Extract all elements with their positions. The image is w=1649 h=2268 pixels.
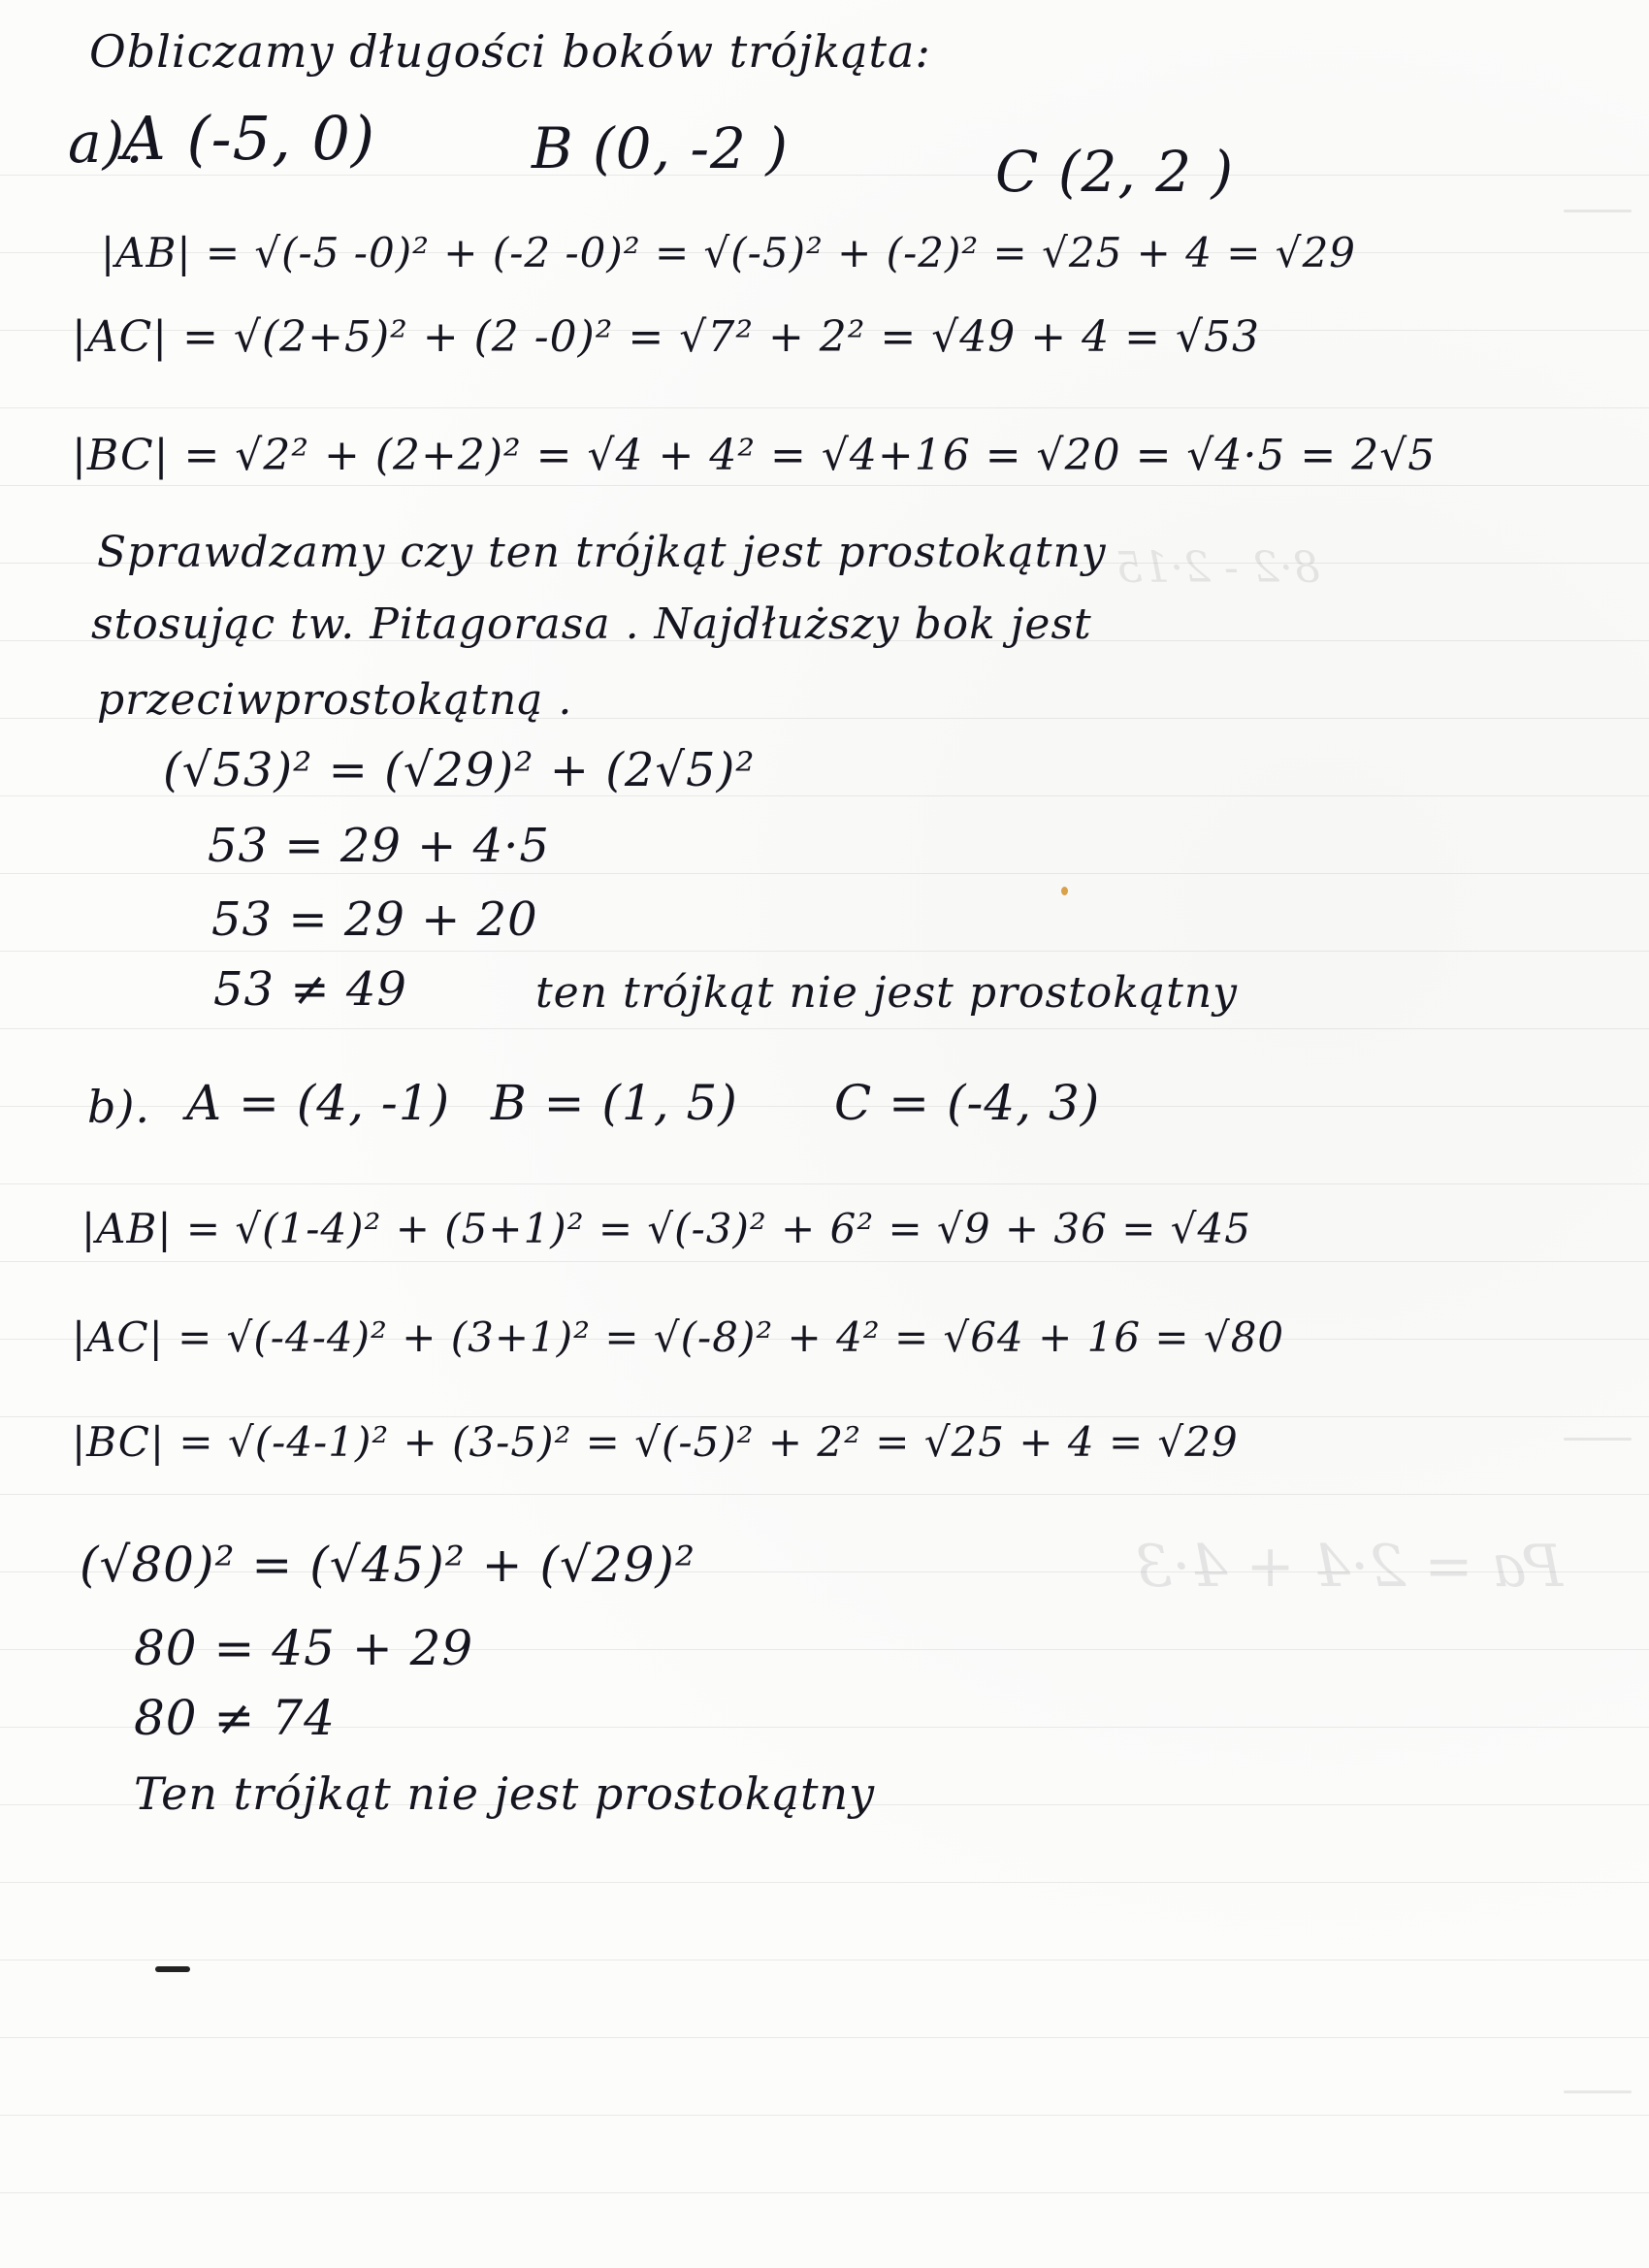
binding-mark <box>1564 210 1632 212</box>
ruled-line <box>0 2192 1649 2193</box>
pen-mark <box>155 1966 190 1972</box>
explanation-line-3: przeciwprostokątną . <box>97 675 573 725</box>
ruled-line <box>0 485 1649 486</box>
binding-mark <box>1564 2090 1632 2093</box>
pythagoras-check-a-1: (√53)² = (√29)² + (2√5)² <box>163 743 756 797</box>
ruled-line <box>0 1494 1649 1495</box>
pythagoras-check-a-4: 53 ≠ 49 <box>213 962 407 1017</box>
ruled-line <box>0 1416 1649 1417</box>
ruled-line <box>0 951 1649 952</box>
point-b-b: B = (1, 5) <box>491 1075 738 1131</box>
binding-mark <box>1564 1438 1632 1441</box>
pythagoras-check-b-2: 80 = 45 + 29 <box>134 1620 474 1676</box>
ruled-line <box>0 2037 1649 2038</box>
ink-spot <box>1061 887 1068 895</box>
ruled-line <box>0 1028 1649 1029</box>
ruled-line <box>0 1183 1649 1184</box>
part-b-label: b). <box>87 1081 151 1133</box>
point-b-a: A = (4, -1) <box>186 1075 451 1131</box>
point-a: A (-5, 0) <box>122 103 376 174</box>
equation-b-ac: |AC| = √(-4-4)² + (3+1)² = √(-8)² + 4² = √64 + 16 = √80 <box>72 1313 1285 1361</box>
explanation-line-2: stosując tw. Pitagorasa . Najdłuższy bok jest <box>91 599 1092 649</box>
pythagoras-check-b-1: (√80)² = (√45)² + (√29)² <box>80 1537 695 1593</box>
ruled-line <box>0 1882 1649 1883</box>
equation-ac: |AC| = √(2+5)² + (2 -0)² = √7² + 2² = √49 + 4 = √53 <box>72 312 1260 362</box>
ruled-line <box>0 873 1649 874</box>
point-b-c: C = (-4, 3) <box>834 1075 1101 1131</box>
equation-b-bc: |BC| = √(-4-1)² + (3-5)² = √(-5)² + 2² = √25 + 4 = √29 <box>72 1418 1239 1466</box>
conclusion-b: Ten trójkąt nie jest prostokątny <box>134 1767 876 1820</box>
ruled-line <box>0 175 1649 176</box>
pythagoras-check-a-2: 53 = 29 + 4·5 <box>208 819 550 873</box>
ruled-line <box>0 1261 1649 1262</box>
point-c: C (2, 2 ) <box>995 139 1235 205</box>
pythagoras-check-b-3: 80 ≠ 74 <box>134 1690 336 1746</box>
bleed-through: 8·2 - 2·15 <box>1116 543 1320 593</box>
equation-b-ab: |AB| = √(1-4)² + (5+1)² = √(-3)² + 6² = √9 + 36 = √45 <box>81 1205 1251 1252</box>
point-b: B (0, -2 ) <box>532 115 790 181</box>
bleed-through: Pa = 2·4 + 4·3 <box>1135 1533 1564 1601</box>
explanation-line-1: Sprawdzamy czy ten trójkąt jest prostokątny <box>97 528 1107 577</box>
equation-ab: |AB| = √(-5 -0)² + (-2 -0)² = √(-5)² + (-2)² = √25 + 4 = √29 <box>101 229 1357 276</box>
pythagoras-check-a-3: 53 = 29 + 20 <box>211 892 538 947</box>
equation-bc: |BC| = √2² + (2+2)² = √4 + 4² = √4+16 = √20 = √4·5 = 2√5 <box>72 431 1437 480</box>
page-title: Obliczamy długości boków trójkąta: <box>89 25 931 78</box>
part-a-label: a). <box>68 110 145 176</box>
ruled-line <box>0 2115 1649 2116</box>
conclusion-a: ten trójkąt nie jest prostokątny <box>535 968 1239 1018</box>
ruled-line <box>0 407 1649 408</box>
